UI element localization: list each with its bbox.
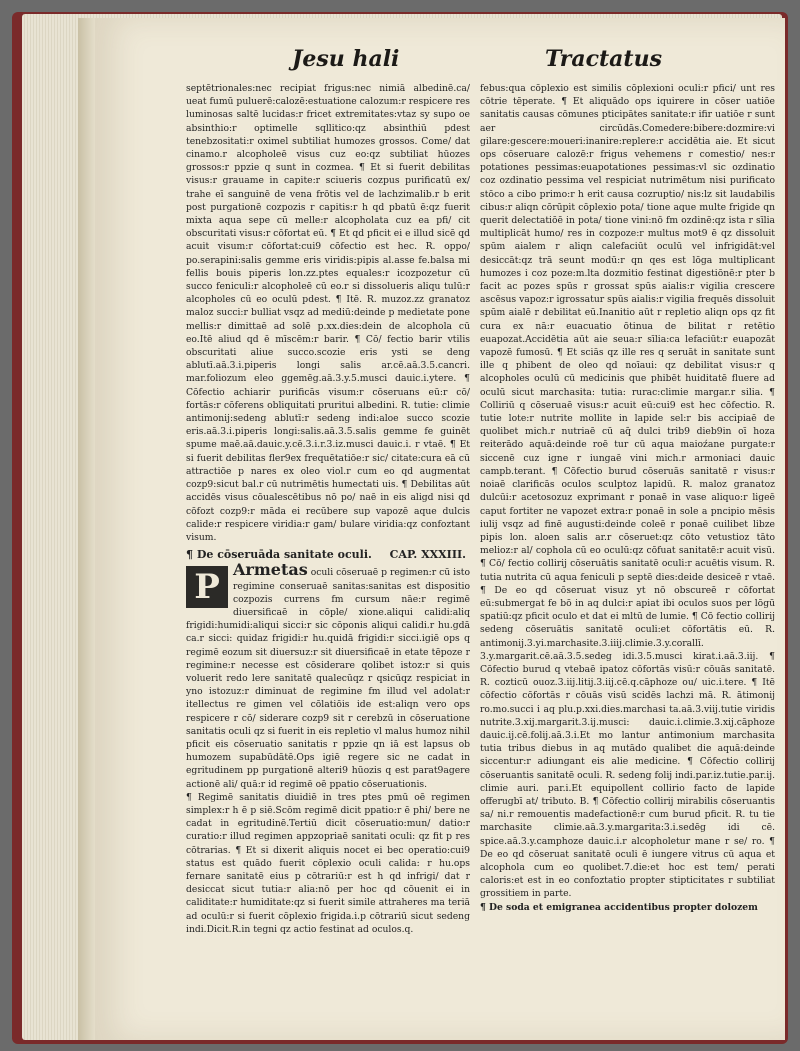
decorated-initial: P <box>186 566 228 608</box>
chapter-heading <box>186 548 470 561</box>
paragraph: septētrionales:nec recipiat frigus:nec nimiā albedinē.ca/ ueat fumū puluerē:calozē:estuatione calozum:r respicere res luminosas saltē lucidas:r fricet extremitates:vtaz sy supo oe absinthio:r optimelle sqllitico:qz absinthiū pdest tenebzositati:r oximel subtiliat humozes grossos. Come/ dat cinamo.r alcopholeē visus cuz eo:qz subtiliat hūozes grossos:r ppzie q sunt in cozmea. ¶ Et si fuerit debilitas visus:r grauame in capite:r sciueris cozpus purificatū ex/ trahe eī sanguinē de vena frōtis vel de lachzimalib.r b erit post purgationē cozpozis r capitis:r h qd pbatū ē:qz fuerit mixta aqua sepe cū melle:r alcopholata cuz ea pfi/ cit obscuritati visus:r cōfortat eū. ¶ Et qd pficit ei e illud sicē qd acuit visum:r cōfortat:cui9 cōfectio est hec. R. oppo/ po.serapini:salis gemme eris viridis:pipis al.asse fe.balsa mi fellis bouis piperis lon.zz.ptes equales:r icozpozetur cū succo feniculi:r alcopholeē cū eo.r si dissolueris aliqu tulū:r alcopholes cū eo oculū pdest. ¶ Itē. R. muzoz.zz granatoz maloz succi:r bulliat vsqz ad mediū:deinde p medietate pone mellis:r dimittaē ad solē p.xx.dies:dein de alcophola cū eo.Itē aliud qd ē mīscēm:r barir. ¶ Cō/ fectio barir vtilis obscuritati aliue succo.scozie eris ysti se deng ablutī.aā.3.i.piperis longi salis ar.cē.aā.3.5.cancri. mar.foliozum eleo ggemēg.aā.3.y.5.musci dauic.i.ytere. ¶ Cōfectio achiarir purificās visum:r cōseruans eū:r cō/ fortās:r cōferens obliquitati pruritui albedini. R. tutie: climie antimonij:sedeng ablutī:r sedeng indi:aloe succo scozie eris.aā.3.i.piperis longi:salis.aā.3.5.salis gemme fe guinēt spume maē.aā.dauic.y.cē.3.i.r.3.iz.musci dauic.i. r vtaē. ¶ Et si fuerit debilitas fler9ex frequētatiōe:r sic/ citate:cura eā cū attractiōe p nares ex oleo viol.r cum eo qd augmentat cozp9:sicut bal.r cū nutrimētis humectati uis. ¶ Debilitas aūt accidēs visus cōualescētibus nō po/ naē in eis aligd nisi qd cōfozt cozp9:r māda ei recūbere sup vapozē aque dulcis calide:r respicere viridia:r gam/ bulare viridia:qz confoztant visum. <box>186 83 470 543</box>
paragraph: ¶ Regimē sanitatis diuidiē in tres ptes pmū oē regimen simplex:r h ē p siē.Scōm regimē dicit ppatio:r ē phi/ bere ne cadat in egritudinē.Tertiū dicit cōseruatio:mun/ datio:r curatio:r illud regimen appzopriaē sanitati oculi: qz fit p res cōtrarias. ¶ Et si dixerit aliquis nocet ei bec operatio:cui9 status est quādo fuerit cōplexio oculi calida: r hu.ops fernare sanitatē eius p cōtrariū:r est h qd infrigi/ dat r desiccat sicut tutia:r alia:nō per hoc qd cōuenit ei in caliditate:r humiditate:qz si fuerit simile attraheres ma teriā ad oculū:r si fuerit cōplexio frigida.i.p cōtrariū sicut sedeng indi.Dicit.R.in tegni qz actio festinat ad oculos.q. <box>186 791 470 935</box>
lead-word: Armetas <box>233 563 308 580</box>
chapter-label: CAP. XXXIII. <box>389 548 466 562</box>
running-header-right: Tractatus <box>545 46 662 72</box>
chapter-opening <box>186 563 470 790</box>
text-column-left <box>186 82 470 1007</box>
running-header-left: Jesu hali <box>292 46 400 72</box>
paragraph: febus:qua cōplexio est similis cōplexioni oculi:r pfici/ unt res cōtrie tēperate. ¶ Et aliquādo ops iquirere in cōser uatiōe sanitatis causas cōmunes pticipātes sanitate:r ifir uatiōe r sunt aer circūdās.Comedere:bibere:dozmire:vi gilare:gescere:moueri:inanire:replere:r accidētia aie. Et sicut ops cōseruare calozē:r frigus vehemens r comestio/ nes:r potationes pessimas:euapotationes pessimas:vl sic ozdinatio coz ozdinatio pessima vel respiciat nutrimētum nisi purificato stōco a cibo primo:r h erit causa cozruptio/ nis:lz sit laudabilis cibus:r aliqn cōrūpit cōplexio pota/ tione aque multe frigide qn querit delectatiōē in pota/ tione vini:nō fm ozdinē:qz ista r sīlia multiplicāt humo/ res in cozpoze:r multus mot9 ē qz dissoluit spūm aialem r aliqn calefaciūt oculū vel infrigidāt:vel desiccāt:qz trā seunt modū:r qn qes est lōga multiplicant humozes i coz poze:m.lta dozmitio festinat digestiōnē:r pter b facit ac pozes spūs r grossat spūs aialis:r vigilia crescere ascēsus vapoz:r igrossatur spūs aialis:r vigilia frequēs dissoluit spūm aialē r debilitat eū.Inanitio aūt r repletio aliqn ops qz fit cura ex nā:r euacuatio ōtinua de bilitat r retētio euapozat.Accidētia aūt aie seua:r sīlia:ca lefaciūt:r euapozāt vapozē fumosū. ¶ Et sciās qz ille res q seruāt in sanitate sunt ille q phibent de oleo qd noīaui: qz debilitat visus:r q alcopholes oculū cū medicinis que phibēt huiditatē fluere ad oculū sicut marchasita: tutia: rurac:climie margar.r silia. ¶ Colliriū q cōseruaē visus:r acuit eū:cui9 est hec cōfectio. R. tutie lote:r nutrite mollite in lapide sel:r bis accipiaē de quolibet mich.r nutriaē cū aq̄ dulci trib9 dieb9in oī hoza reiterādo aquā:deinde roē tur cū aqua maioźane purgate:r siccenē cuz igne r iungaē vini mich.r armoniaci dauic campb.terant. ¶ Cōfectio burud cōseruās sanitatē r visus:r noiaē clarificās oculos sculptoz lapidū. R. maloz granatoz dulcūi:r acetosozuz exprimant r ponaē in vase aliquo:r ligeē caput fortiter ne vapozet extra:r ponaē in sole a pncipio mēsis iulij vsqz ad finē augusti:deinde coleē r ponaē cuilibet libze pipis lon. aloen salis ar.r cōseruet:qz cōto vetustioz tāto melioz:r al/ cophola cū eo oculū:qz cōfuat sanitatē:r acuit visū. ¶ Cō/ fectio collirij cōseruātis sanitatē oculi:r acuētis visum. R. tutia nutrita cū aqua feniculi p septē dies:deide desiceē r vtaē. ¶ De eo qd cōseruat visuz yt nō obscureē r cōfortat eū:submergat fe bō in aq dulci:r apiat ibi oculos suos per lōgū spatiū:qz pficit oculo et dat ei mltū de lumie. ¶ Cō fectio collirij sedeng cōseruātis sanitatē oculi:et cōfortātis eū. R. antimonij.3.yi.marchasite.3.iiij.climie.3.y.corallī. 3.y.margarit.cē.aā.3.5.sedeg idi.3.5.musci kirat.i.aā.3.iij. ¶ Cōfectio burud q vtebaē ipatoz cōfortās visū:r cōuās sanitatē. R. cozticū ouoz.3.iij.litij.3.iij.cē.q.cāphoze ou/ uic.i.tere. ¶ Itē cōfectio cōfortās r cōuās visū scidēs lachzi mā. R. ātimonij ro.mo.succi i aq plu.p.xxi.dies.marchasi ta.aā.3.viij.tutie viridis nutrite.3.xij.margarit.3.ij.musci: dauic.i.climie.3.xij.cāphoze dauic.ij.cē.folij.aā.3.i.Et mo lantur antimonium marchasita tutia tribus diebus in aq mutādo qualibet die aquā:deinde siccentur:r adiungant eis alie medicine. ¶ Cōfectio collirij cōseruantis sanitatē oculi. R. sedeng folij indi.par.iz.tutie.par.ij. climie auri. par.i.Et equipollent collirio facto de lapide offerugbī at/ tributo. B. ¶ Cōfectio collirij mirabilis cōseruantis sa/ ni.r remouentis madefactionē:r cum burud pficit. R. tu tie marchasite climie.aā.3.y.margarita:3.i.sedēg idi cē. spice.aā.3.y.camphoze dauic.i.r alcopholetur mane r se/ ro. ¶ De eo qd cōseruat sanitatē oculi ē iungere vitrus cū aqua et alcophola cum eo quolibet.7.die:et hoc est tem/ perati caloris:et est in eo confoztatio propter stipticitates r subtiliat grossitiem in parte. <box>480 83 775 900</box>
paragraph: oculi cōseruaē p regimen:r cū isto regimine conseruaē sanitas:sanitas est dispositio cozpozis currens fm cursum nāe:r regimē diuersificaē in cōple/ xione.aliqui calidi:aliq frigidi:humidi:aliqui sicci:r sic cōponis aliqui calidi.r hu.gdā ca.r sicci: quidaz frigidi:r hu.quidā frigidi:r sicci.igiē ops q regimē eozum sit diuersuz:r sit diuersificaē in etate tēpoze r regimine:r necesse est cōsiderare qolibet istoz:r si quis voluerit redo lere sanitatē qualecūqz r qsicūqz respiciat in yno istozuz:r diminuat de regimine fm illud vel adolat:r itellectus re gimen vel cōlatiōis ide est:aliqn vero ops respicere r cō/ siderare cozp9 sit r cerebzū in cōseruatione sanitatis oculi qz si fuerit in eis repletio vl malus humoz nihil pficit eis cōseruatio sanitatis r ppzie qn iā est lapsus ob humozem supabūdātē.Ops igiē regere sic ne cadat in egritudinem pp purgationē alteri9 hūozis q est parat9agere actionē ali/ quā:r id regimē oē ppatio cōseruationis. <box>186 567 470 790</box>
text-column-right <box>480 82 775 1007</box>
section-note: ¶ De cōseruāda sanitate oculi. <box>186 548 372 562</box>
closing-rubric: ¶ De soda et emigranea accidentibus propter dolozem <box>480 901 758 913</box>
